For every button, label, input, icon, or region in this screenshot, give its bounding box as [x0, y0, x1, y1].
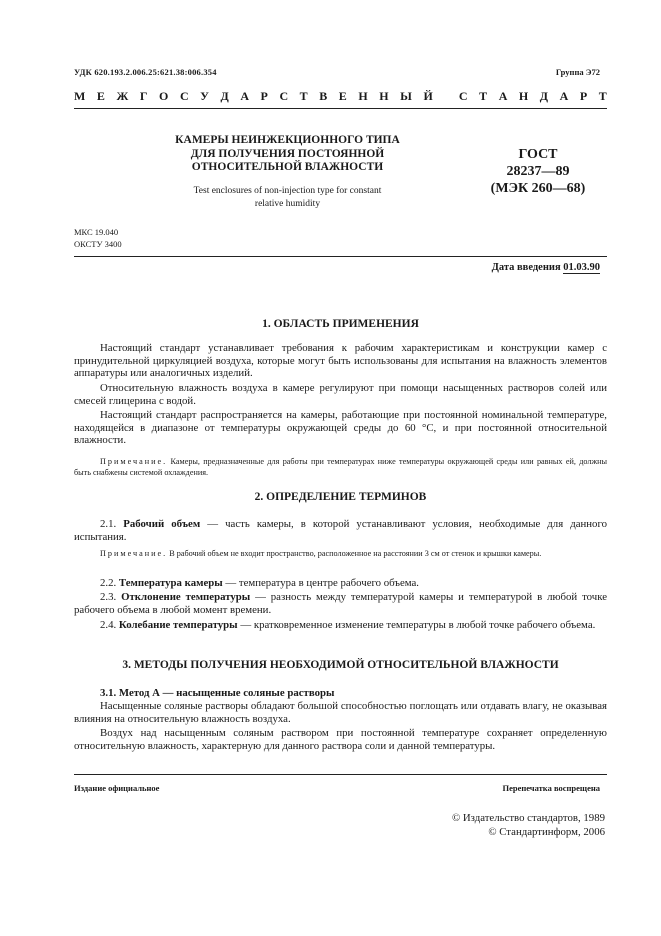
section-1-heading: 1. ОБЛАСТЬ ПРИМЕНЕНИЯ [262, 318, 419, 330]
group-code: Группа Э72 [555, 67, 600, 77]
section-2-heading: 2. ОПРЕДЕЛЕНИЕ ТЕРМИНОВ [254, 491, 427, 503]
banner-letter: Н [358, 89, 368, 103]
section-1-paragraph: Настоящий стандарт устанавливает требования к рабочим характеристикам и конструкции камер с принудительной циркуляцией воздуха, которые могут быть использованы для испытания на влажность элементов аппаратуры или аналогичных изделий. [74, 342, 607, 380]
section-1-paragraph: Относительную влажность воздуха в камере регулируют при помощи насыщенных растворов солей или смесей глицерина с водой. [74, 382, 607, 407]
standard-banner [74, 89, 607, 104]
section-2-note [74, 548, 607, 559]
banner-letter: Й [423, 89, 433, 103]
banner-letter: Е [96, 89, 105, 103]
term-number: 2.3. [100, 591, 117, 603]
term-name: Колебание температуры [118, 619, 238, 631]
banner-letter: Ы [400, 89, 412, 103]
title-line: ОТНОСИТЕЛЬНОЙ ВЛАЖНОСТИ [191, 161, 384, 173]
banner-letter: М [74, 89, 86, 103]
banner-letter: С [458, 89, 468, 103]
date-value: 01.03.90 [563, 262, 600, 273]
term-name: Рабочий объем [123, 518, 201, 530]
banner-letter: Н [379, 89, 389, 103]
section-3-paragraph: Воздух над насыщенным соляным раствором при постоянной температуре сохраняет определенную относительную влажность, характерную для данного раствора соли и данной температуры. [74, 727, 607, 752]
gost-label: ГОСТ [518, 147, 558, 162]
term-text: — разность между температурой камеры и температурой в любой точке рабочего объема в любой момент времени. [74, 591, 607, 616]
note-label: Примечание. [100, 457, 168, 466]
note-label: Примечание. [100, 549, 168, 558]
term-text: — кратковременное изменение температуры в любой точке рабочего объема. [237, 619, 596, 631]
banner-letter: Н [518, 89, 529, 103]
banner-letter: В [319, 89, 328, 103]
date-label: Дата введения [491, 262, 561, 273]
banner-letter: Д [220, 89, 229, 103]
copyright-1989: © Издательство стандартов, 1989 [451, 812, 605, 824]
banner-letter: А [559, 89, 569, 103]
english-title [140, 185, 435, 211]
banner-letter: Р [579, 89, 588, 103]
english-title-line: Test enclosures of non-injection type for constant [193, 186, 382, 196]
introduction-date [492, 262, 600, 273]
term-number: 2.2. [100, 577, 117, 589]
banner-letter: Т [479, 89, 488, 103]
term-number: 2.4. [100, 619, 117, 631]
term-definition [74, 577, 607, 590]
banner-letter: Г [139, 89, 148, 103]
banner-letter: А [498, 89, 508, 103]
classification-codes [74, 226, 122, 250]
banner-letter: О [159, 89, 169, 103]
okstu-code: ОКСТУ 3400 [74, 239, 122, 249]
udk-code: УДК 620.193.2.006.25:621.38:006.354 [74, 67, 217, 77]
term-definition [74, 619, 607, 632]
banner-letter: С [279, 89, 289, 103]
footer-rule [74, 774, 607, 775]
gost-designation [478, 146, 598, 197]
banner-letter: Д [539, 89, 549, 103]
section-1-paragraph: Настоящий стандарт распространяется на камеры, работающие при постоянной номинальной температуре, находящейся в диапазоне от температуры окружающей среды до 60 °С, и при постоянной относительной влажности. [74, 409, 607, 447]
term-name: Отклонение температуры [121, 591, 251, 603]
official-edition: Издание официальное [74, 783, 160, 793]
term-definition [74, 518, 607, 543]
header-rule [74, 108, 607, 109]
copyright-2006: © Стандартинформ, 2006 [488, 826, 605, 838]
banner-letter: Т [299, 89, 308, 103]
banner-gap [444, 89, 447, 104]
term-definition [74, 591, 607, 616]
english-title-line: relative humidity [254, 199, 321, 209]
title-line: КАМЕРЫ НЕИНЖЕКЦИОННОГО ТИПА [175, 134, 400, 146]
document-title [140, 134, 435, 175]
section-1-note [74, 456, 607, 478]
mks-code: МКС 19.040 [74, 227, 119, 237]
note-text: Камеры, предназначенные для работы при температурах ниже температуры окружающей среды или равных ей, должны быть снабжены системой охлаждения. [74, 457, 607, 477]
subsection-heading: 3.1. Метод А — насыщенные соляные растворы [100, 687, 335, 699]
banner-letter: У [200, 89, 209, 103]
banner-letter: Е [338, 89, 347, 103]
iec-number: (МЭК 260—68) [490, 181, 586, 196]
term-name: Температура камеры [118, 577, 223, 589]
section-3-paragraph: Насыщенные соляные растворы обладают большой способностью поглощать или отдавать влагу, не оказывая влияния на относительную влажность воздуха. [74, 700, 607, 725]
codes-rule [74, 256, 607, 257]
banner-letter: С [179, 89, 189, 103]
title-line: ДЛЯ ПОЛУЧЕНИЯ ПОСТОЯННОЙ [190, 147, 385, 160]
banner-letter: А [240, 89, 249, 103]
note-text: В рабочий объем не входит пространство, расположенное на расстоянии 3 см от стенок и крышки камеры. [169, 549, 542, 558]
term-number: 2.1. [100, 518, 117, 530]
banner-letter: Р [260, 89, 268, 103]
banner-letter: Т [598, 89, 607, 103]
term-text: — температура в центре рабочего объема. [222, 577, 419, 589]
section-3-heading: 3. МЕТОДЫ ПОЛУЧЕНИЯ НЕОБХОДИМОЙ ОТНОСИТЕЛЬНОЙ ВЛАЖНОСТИ [122, 659, 559, 671]
term-text: — часть камеры, в которой устанавливают условия, необходимые для данного испытания. [74, 518, 608, 543]
banner-letter: Ж [116, 89, 129, 103]
gost-number: 28237—89 [506, 164, 570, 179]
reprint-notice: Перепечатка воспрещена [502, 783, 600, 793]
